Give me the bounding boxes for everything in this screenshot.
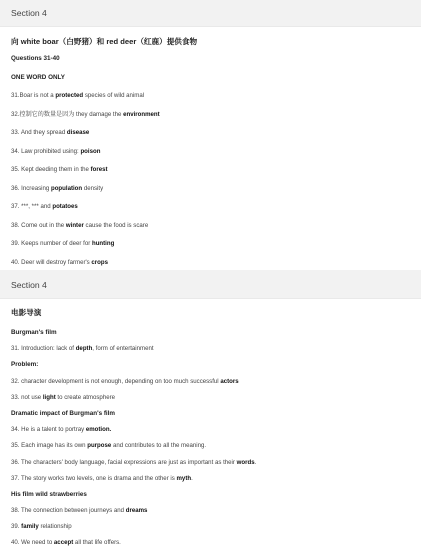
answer-word: emotion. [85,426,112,434]
list-item [11,147,410,157]
answer-word: light [42,393,56,401]
item-text: , form of entertainment [92,345,154,353]
list-heading: Problem: [11,361,39,369]
list-item [11,522,410,532]
list-heading: His film wild strawberries [11,490,87,498]
item-text: 40. We need to [11,539,54,547]
item-text: cause the food is scare [83,221,149,229]
item-text: 35. Kept deeding them in the [11,166,91,173]
answer-word: purpose [87,442,112,450]
section-header: Section 4 [0,270,421,299]
section-card-1 [0,0,421,276]
answer-word: actors [220,377,239,385]
item-text: 37. The story works two levels, one is drama and the other is [11,474,177,482]
list-item [11,128,410,138]
notes-list [11,328,410,548]
notes-list [11,54,410,268]
answer-word: dreams [125,507,148,515]
list-heading: Questions 31-40 [11,55,60,62]
list-item [11,110,410,120]
answer-word: poison [80,147,101,155]
item-text: 33. not use [11,393,43,401]
answer-word: protected [55,92,84,99]
list-heading: Burgman's film [11,329,57,336]
list-item [11,441,410,451]
answer-word: winter [65,221,84,229]
answer-word: accept [53,539,74,547]
item-text: 34. Law prohibited using: [11,147,81,155]
list-item [11,202,410,212]
item-text: to create atmosphere [55,393,116,401]
list-item [11,221,410,231]
item-text: 40. Deer will destroy farmer's [11,258,92,266]
list-item [11,258,410,268]
section-subtitle: 电影导演 [11,308,42,317]
item-text: density [82,184,104,192]
answer-word: hunting [91,240,115,247]
section-card-2 [0,270,421,555]
list-item [11,458,410,468]
list-heading: ONE WORD ONLY [11,73,65,81]
answer-word: disease [66,129,90,136]
item-text: 38. Come out in the [11,221,66,229]
item-text: 33. And they spread [11,129,67,136]
item-text: 37. ***, *** and [11,203,53,210]
list-heading: Dramatic impact of Burgman's film [11,409,116,417]
item-text: 35. Each image has its own [11,442,88,450]
item-text: 39. Keeps number of deer for [11,240,92,247]
list-item [11,506,410,516]
answer-word: words [236,458,255,466]
item-text: 34. He is a talent to portray [11,426,86,434]
list-item [11,425,410,435]
item-text: 36. Increasing [11,184,51,192]
list-item [11,344,410,354]
item-text: 32.控制它的数量是因为 they damage the [11,110,124,118]
answer-word: forest [90,166,108,173]
item-text: 36. The characters' body language, facial expressions are just as important as their [11,458,237,466]
list-item [11,239,410,249]
section-header: Section 4 [0,0,421,27]
list-item [11,538,410,548]
item-text: species of wild animal [83,92,145,99]
list-item [11,393,410,403]
item-text: 31.Boar is not a [11,92,56,99]
answer-word: environment [123,110,160,118]
item-text: 31. Introduction: lack of [11,345,76,353]
item-text: 38. The connection between journeys and [11,507,126,515]
item-text: 32. character development is not enough, depending on too much successful [11,377,221,385]
list-item [11,474,410,484]
answer-word: potatoes [52,203,78,210]
item-text: 39. [11,523,22,531]
item-text: . [191,474,193,482]
list-item [11,91,410,101]
answer-word: population [50,184,83,192]
section-subtitle: 向 white boar（白野猪）和 red deer（红鹿）提供食物 [11,37,198,46]
answer-word: family [21,523,39,531]
list-item [11,165,410,175]
answer-word: myth [176,474,192,482]
answer-word: crops [91,258,109,266]
item-text: . [254,458,257,466]
answer-word: depth [75,345,93,353]
item-text: all that life offers. [73,539,121,547]
item-text: relationship [38,523,72,531]
item-text: and contributes to all the meaning. [111,442,207,450]
list-item [11,184,410,194]
list-item [11,377,410,387]
